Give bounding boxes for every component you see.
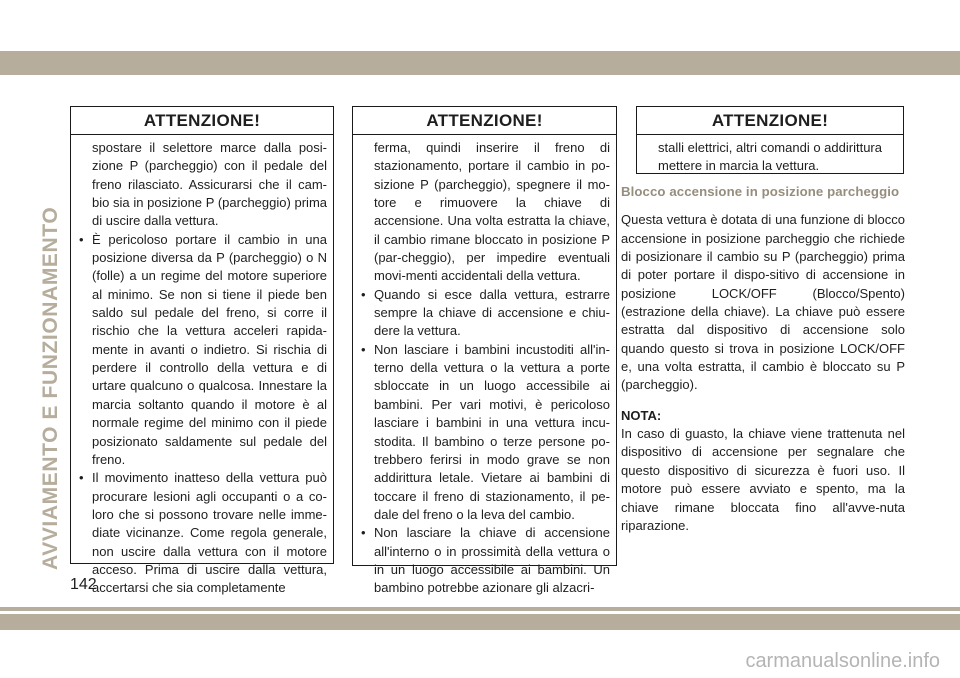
body-paragraph: Questa vettura è dotata di una funzione di blocco accensione in posizione parcheggio che richiede di posizionare il cambio su P (parcheggio) prima di poter portare il dispo-sitivo di accensione in posizione LOCK/OFF (Blocco/Spento) (estrazione della chiave). La chiave può essere estratta dal dispositivo di accensione solo quando questo si trova in posizione LOCK/OFF e, una volta estratta, il cambio è bloccato su P (parcheggio). — [621, 212, 905, 393]
note-text: In caso di guasto, la chiave viene trattenuta nel dispositivo di accensione per segnalare che questo dispositivo di sicurezza è fuori uso. Il motore può essere avviato e spento, ma la chiave rimane bloccata fino all'avve-nuta riparazione. — [621, 426, 905, 533]
note-label: NOTA: — [621, 407, 662, 423]
list-item: • Non lasciare la chiave di accensione all'interno o in prossimità della vettura o in un luogo accessibile ai bambini. Un bambino potrebbe azionare gli alzacri- — [361, 525, 610, 596]
footer-rule — [0, 607, 960, 611]
footer-bar — [0, 614, 960, 630]
main-text-column — [621, 183, 905, 535]
list-item: • Non lasciare i bambini incustoditi all'in-terno della vettura o la vettura a porte sbloccate in un luogo accessibile ai bambini. Per vari motivi, è pericoloso lasciare i bambini in una vettura incu-stodita. Il bambino o terze persone po-trebbero ferirsi in modo grave se non addirittura letale. Vietare ai bambini di toccare il freno di stazionamento, il pe-dale del freno o la leva del cambio. — [361, 341, 610, 522]
section-title: AVVIAMENTO E FUNZIONAMENTO — [39, 206, 62, 570]
section-subheading: Blocco accensione in posizione parcheggio — [621, 184, 900, 199]
list-item: • È pericoloso portare il cambio in una posizione diversa da P (parcheggio) o N (folle) a un regime del motore superiore al minimo. Se non si tiene il piede ben saldo sul pedale del freno, si corre il rischio che la vettura acceleri rapida-mente in avanti o indietro. Si rischia di perdere il controllo della vettura e di urtare qualcuno o qualcosa. Innestare la marcia soltanto quando il motore è al normale regime del minimo con il piede posizionato saldamente sul pedale del freno. — [79, 231, 327, 467]
warning-title: ATTENZIONE! — [71, 107, 333, 135]
list-item: • Quando si esce dalla vettura, estrarre sempre la chiave di accensione e chiu-dere la vettura. — [361, 286, 610, 339]
top-margin — [0, 0, 960, 48]
warning-body — [353, 135, 616, 598]
warning-lead-text: ferma, quindi inserire il freno di stazionamento, portare il cambio in po-sizione P (parcheggio), spegnere il mo-tore e rimuovere la chiave di accensione. Una volta estratta la chiave, il cambio rimane bloccato in posizione P (par-cheggio), per impedire eventuali movi-menti accidentali della vettura. — [374, 140, 610, 284]
warning-title: ATTENZIONE! — [637, 107, 903, 135]
warning-box-2 — [352, 106, 617, 596]
warning-body — [637, 135, 903, 176]
warning-title: ATTENZIONE! — [353, 107, 616, 135]
list-item: • Il movimento inatteso della vettura può procurare lesioni agli occupanti o a co-loro che si possono trovare nelle imme-diate vicinanze. Come regola generale, non uscire dalla vettura con il motore acceso. Prima di uscire dalla vettura, accertarsi che sia completamente — [79, 470, 327, 596]
section-tab — [27, 108, 62, 588]
page-number: 142 — [70, 576, 97, 593]
warning-lead-text: spostare il selettore marce dalla posi-zione P (parcheggio) con il pedale del freno rilasciato. Assicurarsi che il cam-bio sia in posizione P (parcheggio) prima di uscire dalla vettura. — [92, 140, 327, 229]
warning-body — [71, 135, 333, 598]
warning-lead-text: stalli elettrici, altri comandi o addirittura mettere in marcia la vettura. — [658, 140, 882, 174]
watermark: carmanualsonline.info — [745, 650, 940, 672]
warning-box-3 — [636, 106, 904, 174]
header-bar — [0, 51, 960, 75]
